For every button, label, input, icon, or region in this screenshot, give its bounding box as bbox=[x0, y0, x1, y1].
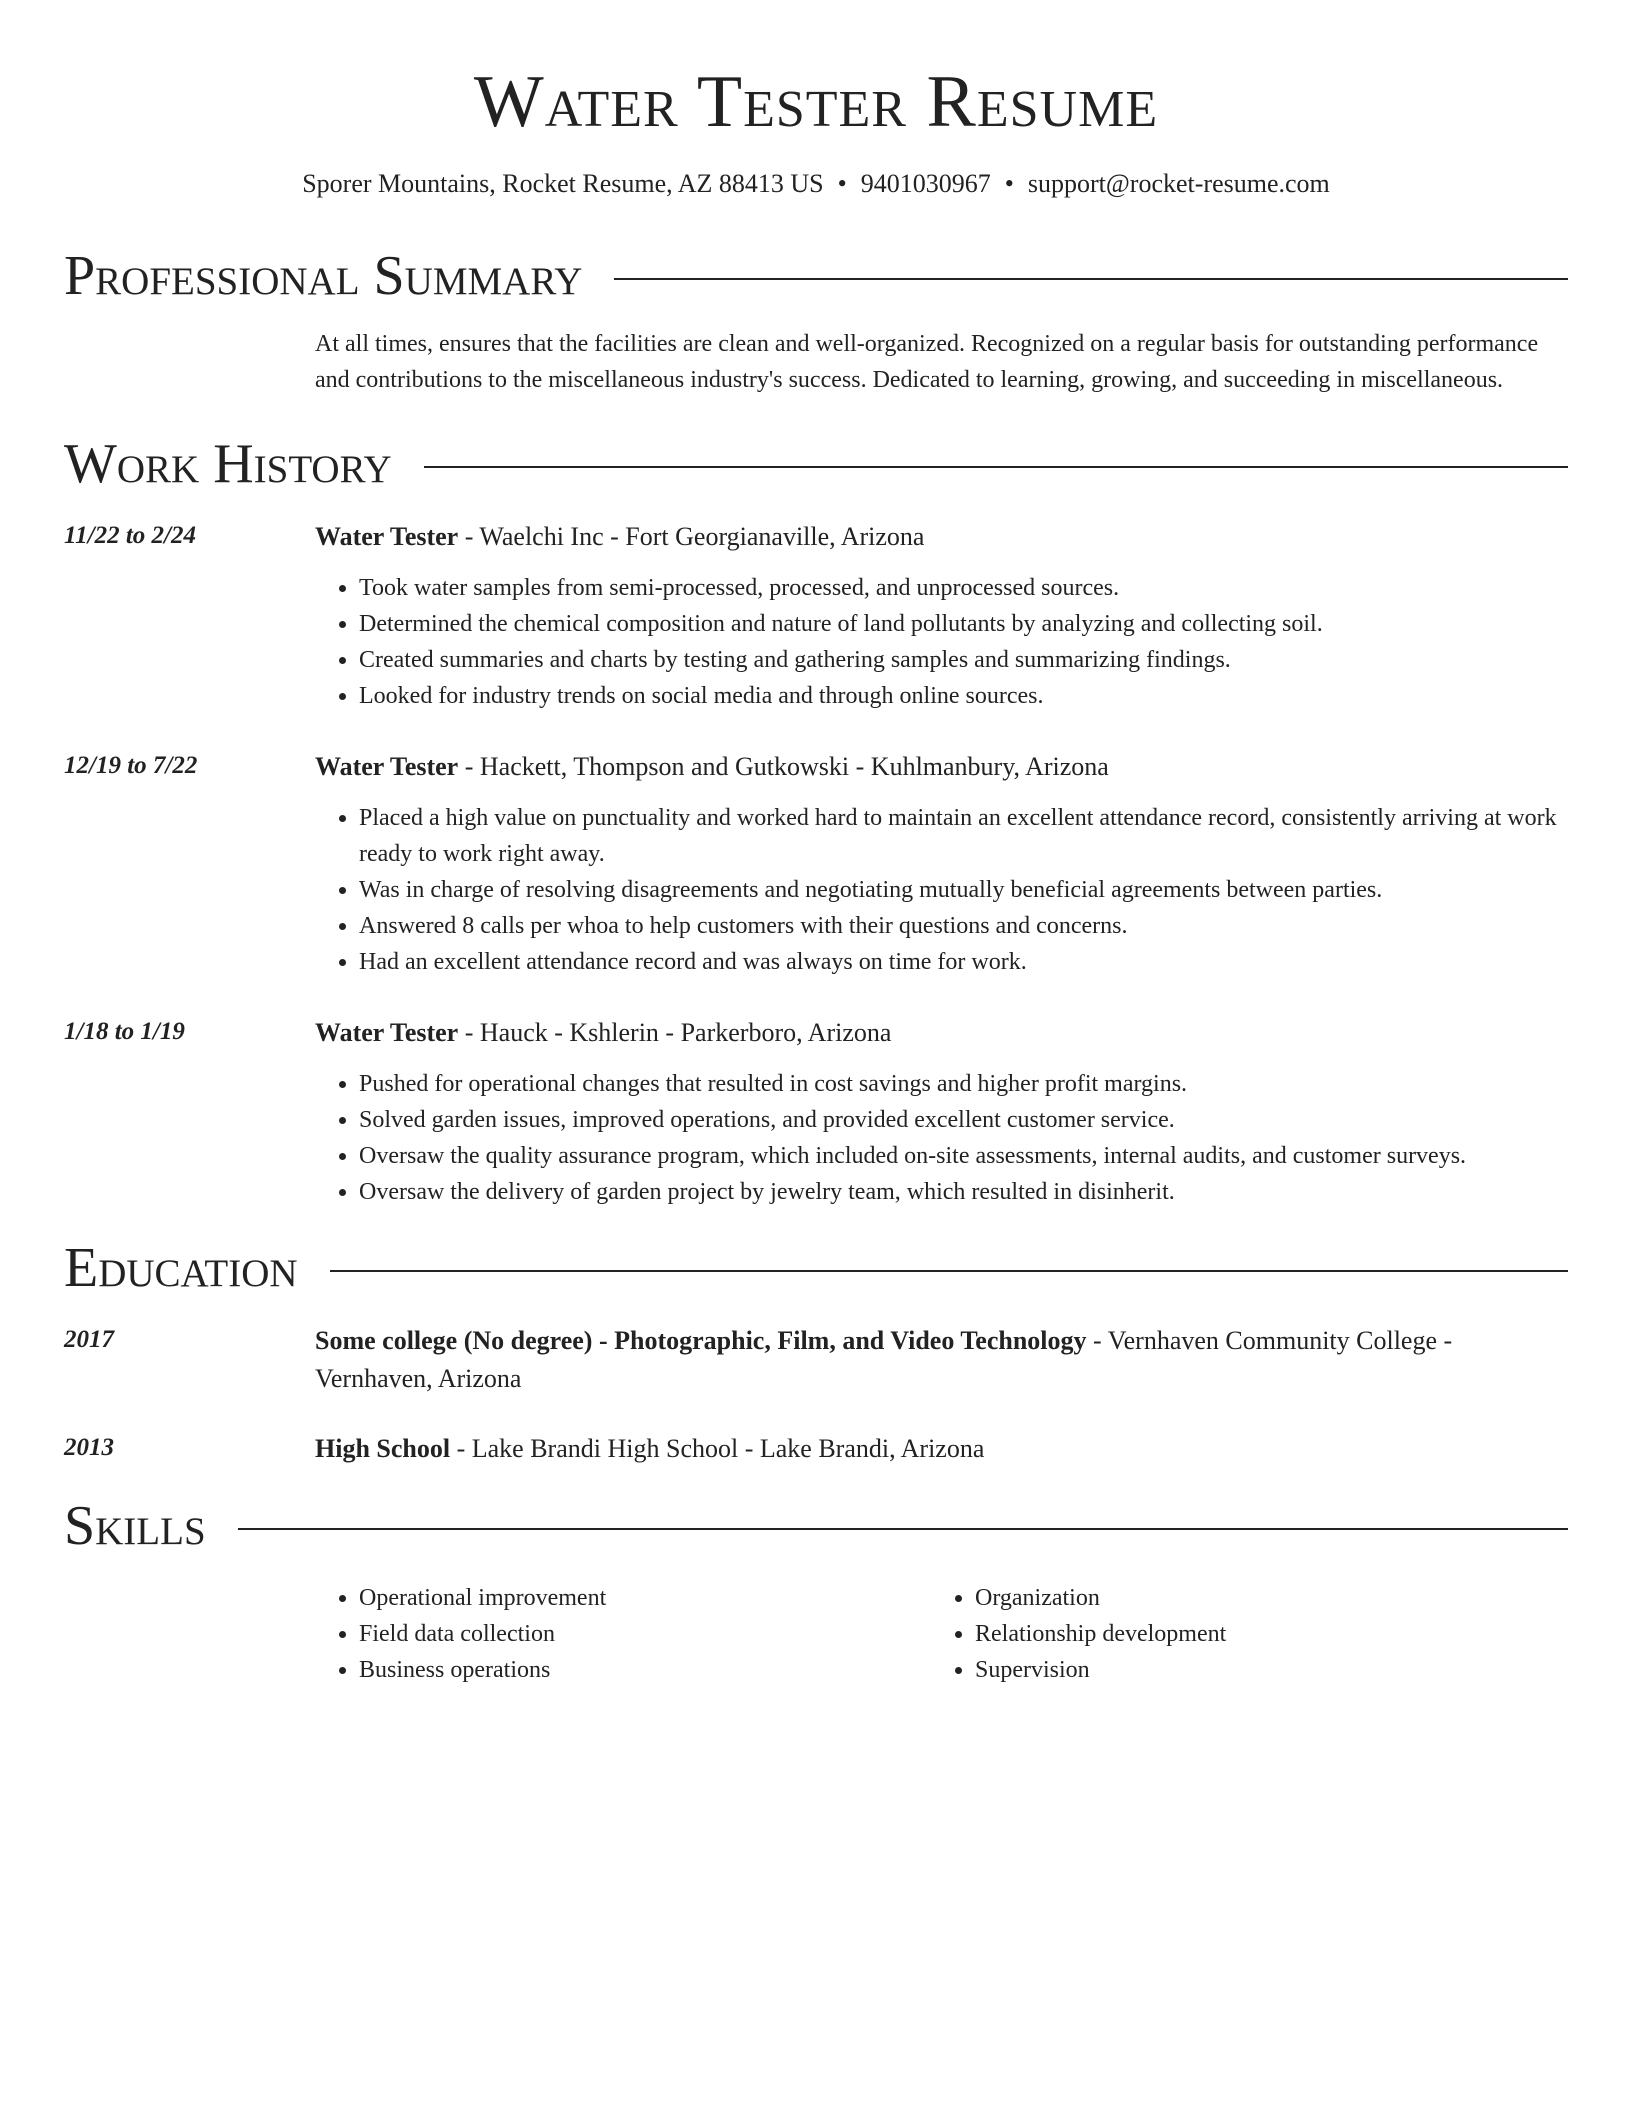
work-title-line bbox=[315, 518, 1568, 556]
list-item: • Looked for industry trends on social media and through online sources. bbox=[359, 678, 1568, 714]
skill-item: • Field data collection bbox=[359, 1616, 931, 1652]
contact-separator: • bbox=[837, 169, 847, 198]
contact-separator: • bbox=[1004, 169, 1014, 198]
education-year: 2017 bbox=[64, 1326, 114, 1353]
section-divider bbox=[330, 1270, 1568, 1272]
work-bullets bbox=[315, 1066, 1568, 1210]
skills-column-right bbox=[931, 1580, 1547, 1688]
list-item: • Oversaw the quality assurance program, which included on-site assessments, internal audits, and customer surveys. bbox=[359, 1138, 1568, 1174]
education-school: - Vernhaven Community College - Vernhaven, Arizona bbox=[315, 1326, 1453, 1393]
skill-item: • Relationship development bbox=[975, 1616, 1547, 1652]
work-title-line bbox=[315, 1014, 1568, 1052]
work-body bbox=[315, 518, 1568, 714]
contact-email[interactable]: support@rocket-resume.com bbox=[1027, 169, 1330, 198]
section-title-work: Work History bbox=[64, 433, 392, 495]
education-details bbox=[315, 1322, 1568, 1398]
work-entry bbox=[64, 748, 1568, 980]
job-details: - Waelchi Inc - Fort Georgianaville, Arizona bbox=[458, 522, 925, 551]
education-section-header bbox=[64, 1236, 1568, 1300]
summary-text: At all times, ensures that the facilities are clean and well-organized. Recognized on a regular basis for outstanding performance and contributions to the miscellaneous industry's success. Dedicated to learning, growing, and succeeding in miscellaneous. bbox=[315, 331, 1539, 393]
section-title-education: Education bbox=[64, 1237, 298, 1299]
work-list bbox=[64, 518, 1568, 1210]
list-item: • Oversaw the delivery of garden project by jewelry team, which resulted in disinherit. bbox=[359, 1174, 1568, 1210]
work-entry bbox=[64, 1014, 1568, 1210]
skills-section-header bbox=[64, 1494, 1568, 1558]
work-entry bbox=[64, 518, 1568, 714]
section-divider bbox=[614, 278, 1568, 280]
skills-column-left bbox=[315, 1580, 931, 1688]
list-item: • Had an excellent attendance record and was always on time for work. bbox=[359, 944, 1568, 980]
education-year: 2013 bbox=[64, 1434, 114, 1461]
education-degree: Some college (No degree) - Photographic, Film, and Video Technology bbox=[315, 1326, 1087, 1355]
contact-line bbox=[64, 168, 1568, 200]
list-item: • Took water samples from semi-processed, processed, and unprocessed sources. bbox=[359, 570, 1568, 606]
work-body bbox=[315, 748, 1568, 980]
summary-section-header bbox=[64, 244, 1568, 308]
education-school: - Lake Brandi High School - Lake Brandi, Arizona bbox=[450, 1434, 985, 1463]
list-item: • Was in charge of resolving disagreements and negotiating mutually beneficial agreements between parties. bbox=[359, 872, 1568, 908]
work-dates: 1/18 to 1/19 bbox=[64, 1018, 185, 1045]
job-details: - Hauck - Kshlerin - Parkerboro, Arizona bbox=[458, 1018, 892, 1047]
education-entry bbox=[64, 1322, 1568, 1398]
education-list bbox=[64, 1322, 1568, 1468]
education-entry bbox=[64, 1430, 1568, 1468]
list-item: • Solved garden issues, improved operations, and provided excellent customer service. bbox=[359, 1102, 1568, 1138]
contact-address: Sporer Mountains, Rocket Resume, AZ 88413 US bbox=[302, 169, 824, 198]
resume-page bbox=[64, 0, 1568, 1688]
section-title-skills: Skills bbox=[64, 1495, 206, 1557]
section-divider bbox=[424, 466, 1568, 468]
skill-item: • Operational improvement bbox=[359, 1580, 931, 1616]
skill-item: • Business operations bbox=[359, 1652, 931, 1688]
education-degree: High School bbox=[315, 1434, 451, 1463]
skill-item: • Supervision bbox=[975, 1652, 1547, 1688]
skill-item: • Organization bbox=[975, 1580, 1547, 1616]
contact-phone: 9401030967 bbox=[860, 169, 991, 198]
education-details bbox=[315, 1430, 1568, 1468]
work-bullets bbox=[315, 570, 1568, 714]
job-title: Water Tester bbox=[315, 1018, 459, 1047]
resume-title: Water Tester Resume bbox=[473, 61, 1159, 143]
job-title: Water Tester bbox=[315, 752, 459, 781]
work-section-header bbox=[64, 432, 1568, 496]
list-item: • Created summaries and charts by testing and gathering samples and summarizing findings. bbox=[359, 642, 1568, 678]
list-item: • Answered 8 calls per whoa to help customers with their questions and concerns. bbox=[359, 908, 1568, 944]
work-dates: 12/19 to 7/22 bbox=[64, 752, 198, 779]
job-details: - Hackett, Thompson and Gutkowski - Kuhlmanbury, Arizona bbox=[458, 752, 1109, 781]
section-divider bbox=[238, 1528, 1568, 1530]
list-item: • Pushed for operational changes that resulted in cost savings and higher profit margins. bbox=[359, 1066, 1568, 1102]
skills-list bbox=[315, 1580, 1568, 1688]
section-title-summary: Professional Summary bbox=[64, 245, 583, 307]
work-title-line bbox=[315, 748, 1568, 786]
work-bullets bbox=[315, 800, 1568, 980]
work-dates: 11/22 to 2/24 bbox=[64, 522, 196, 549]
list-item: • Placed a high value on punctuality and worked hard to maintain an excellent attendance record, consistently arriving at work ready to work right away. bbox=[359, 800, 1568, 872]
work-body bbox=[315, 1014, 1568, 1210]
list-item: • Determined the chemical composition and nature of land pollutants by analyzing and collecting soil. bbox=[359, 606, 1568, 642]
job-title: Water Tester bbox=[315, 522, 459, 551]
